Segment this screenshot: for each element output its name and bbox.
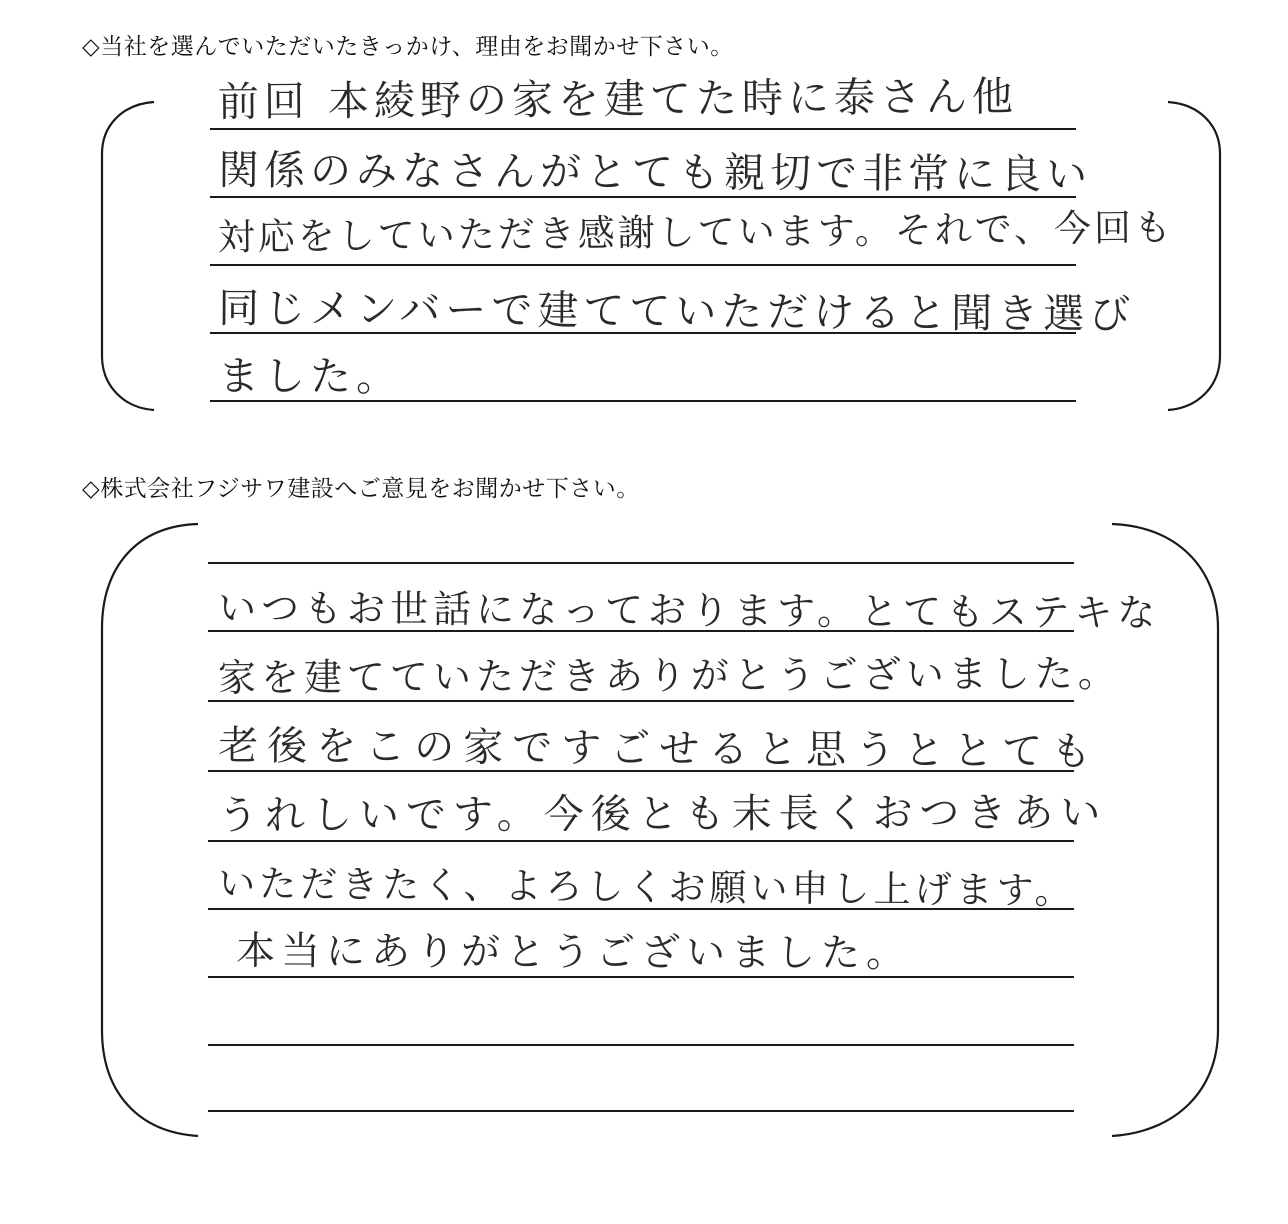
handwritten-line: 対応をしていただき感謝しています。それで、今回も: [217, 205, 1175, 260]
handwritten-line: いつもお世話になっております。とてもステキな: [218, 586, 1161, 635]
ruled-line: [208, 1110, 1074, 1112]
handwritten-line: 家を建てていただきありがとうございました。: [217, 651, 1121, 700]
handwritten-line: 本当にありがとうございました。: [236, 929, 912, 977]
handwritten-line: ました。: [218, 352, 403, 401]
handwritten-line: 関係のみなさんがとても親切で非常に良い: [218, 146, 1093, 199]
ruled-line: [208, 562, 1074, 564]
question-1-heading: ◇当社を選んでいただいたきっかけ、理由をお聞かせ下さい。: [82, 34, 734, 60]
question-2-heading: ◇株式会社フジサワ建設へご意見をお聞かせ下さい。: [82, 476, 640, 502]
handwritten-line: 同じメンバーで建てていただけると聞き選び: [218, 284, 1136, 339]
ruled-line: [208, 840, 1074, 842]
handwritten-line: うれしいです。今後とも末長くおつきあい: [217, 789, 1108, 839]
handwritten-line: いただきたく、よろしくお願い申し上げます。: [218, 862, 1076, 913]
handwritten-line: 前回 本綾野の家を建てた時に泰さん他: [217, 72, 1019, 126]
handwritten-line: 老後をこの家ですごせると思うととても: [218, 723, 1101, 776]
ruled-line: [208, 1044, 1074, 1046]
